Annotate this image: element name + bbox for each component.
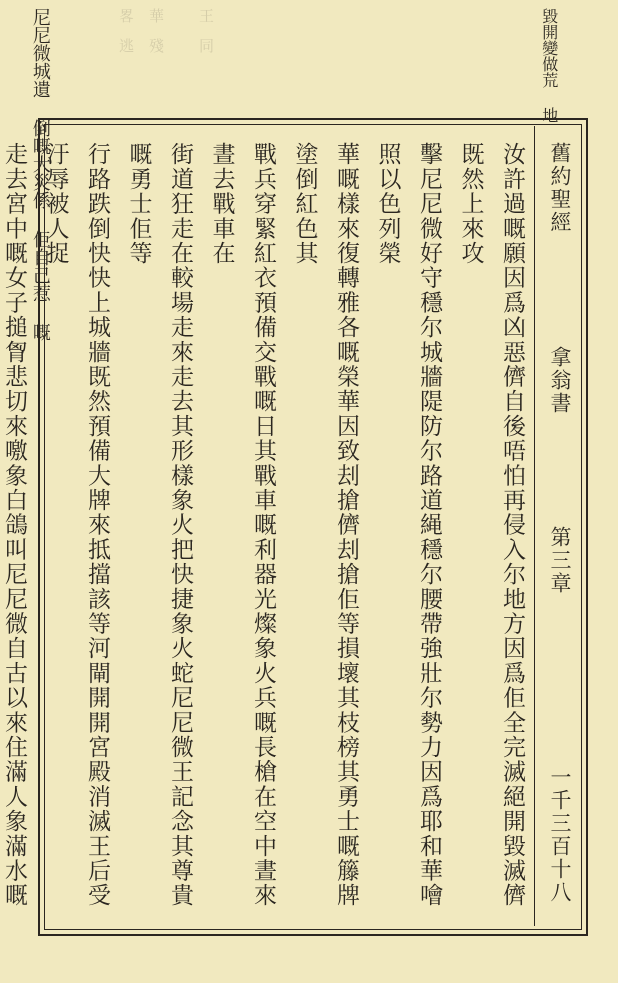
page-number: 一千三百十八 (548, 766, 572, 904)
margin-note-line: 尼尼微城遺 (29, 8, 51, 98)
bleed-through-mark: 畧 逃 (117, 8, 135, 53)
margin-note-top-right (540, 8, 557, 123)
margin-note-line: 佢自己惹 (29, 230, 51, 302)
bleed-through-mark: 王 同 (197, 8, 215, 53)
margin-note-line: 地 (539, 107, 559, 123)
margin-note-line: 嘅 (29, 323, 51, 341)
margin-note-line: 毀開變做荒 (539, 8, 559, 88)
text-column: 走去宮中嘅女子搥胷悲切來噭象白鴿叫尼尼微自古以來住滿人象滿水嘅 (1, 142, 27, 908)
text-column: 汝許過嘅願因爲凶惡儕自後唔怕再侵入尔地方因爲佢全完滅絕開毀滅儕既然上來攻 (457, 142, 525, 908)
header-chapter: 第三章 (548, 526, 572, 595)
header-title: 舊約聖經 (548, 142, 572, 234)
margin-note-line: 倒嘅大災係 (29, 119, 51, 209)
text-column: 戰兵穿緊紅衣預備交戰嘅日其戰車嘅利器光燦象火兵嘅長槍在空中晝來晝去戰車在 (208, 142, 276, 908)
text-column: 華嘅樣來復轉雅各嘅榮華因致刦搶儕刦搶佢等損壞其枝榜其勇士嘅籐牌塗倒紅色其 (291, 142, 359, 908)
text-column: 街道狂走在較場走來走去其形樣象火把快捷象火蛇尼尼微王記念其尊貴嘅勇士佢等 (125, 142, 193, 908)
running-header (534, 126, 581, 926)
text-column: 擊尼尼微好守穩尔城牆隄防尔路道䋲穩尔腰帶強壯尔勢力因爲耶和華噲照以色列榮 (374, 142, 442, 908)
text-column: 行路跌倒快快上城牆既然預備大牌來抵擋該等河閘開開宮殿消滅王后受汙辱被人捉 (42, 142, 110, 908)
bleed-through-mark: 華 殘 (147, 8, 165, 53)
header-book: 拿翁書 (548, 346, 572, 415)
